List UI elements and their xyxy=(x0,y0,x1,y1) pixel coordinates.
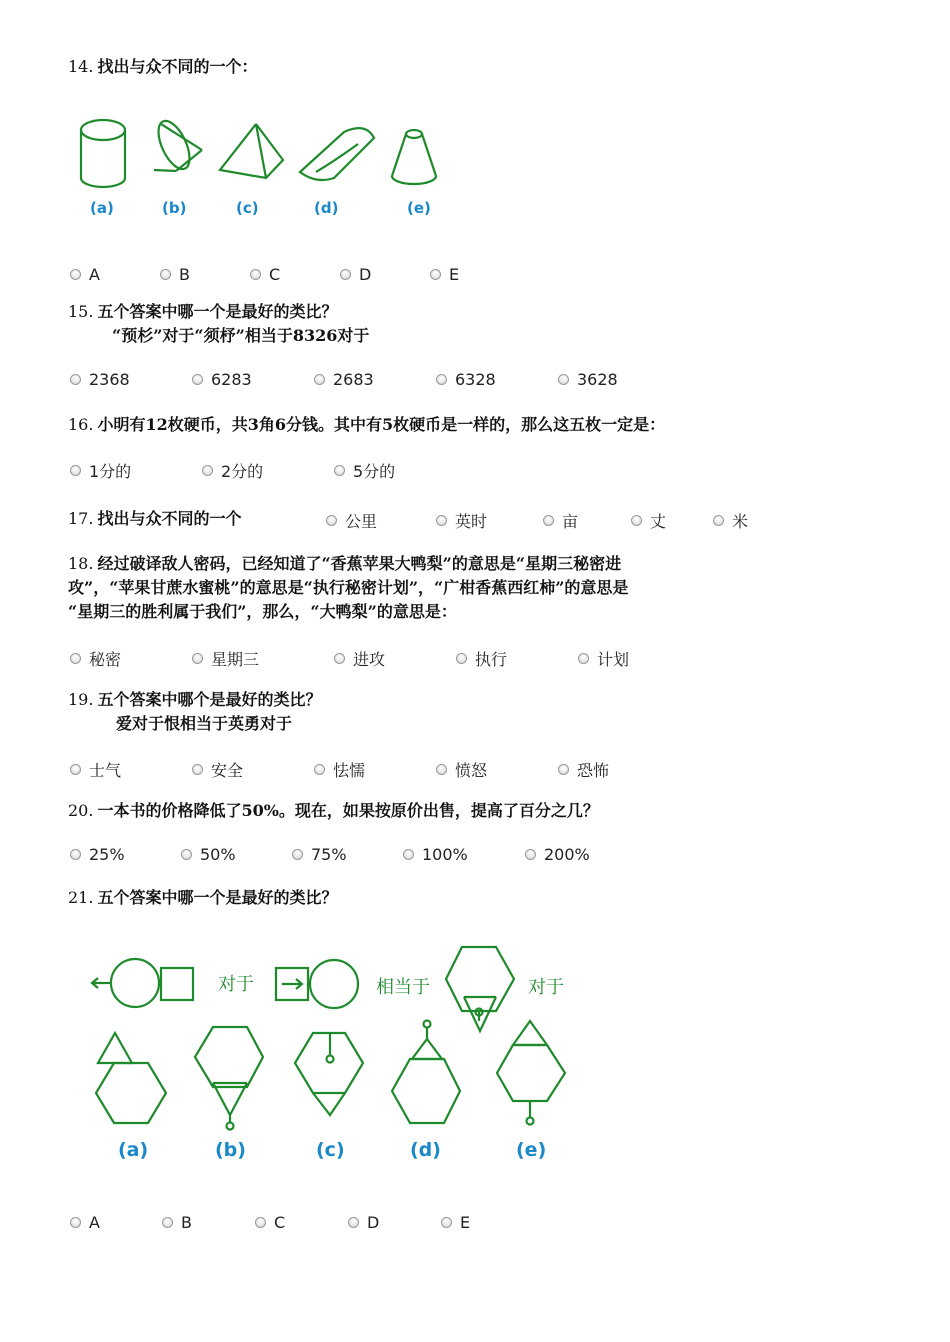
radio-button[interactable] xyxy=(70,465,81,476)
question-number: 17. xyxy=(68,509,94,528)
answer-shape-c xyxy=(295,1033,363,1115)
option-xingqisan[interactable]: 星期三 xyxy=(192,647,334,670)
radio-button[interactable] xyxy=(192,653,203,664)
question-text: 小明有12枚硬币，共3角6分钱。其中有5枚硬币是一样的，那么这五枚一定是： xyxy=(97,415,666,434)
question-text-line2: “预杉”对于“须杼”相当于8326对于 xyxy=(112,326,370,345)
option-1fen[interactable]: 1分的 xyxy=(70,459,202,482)
radio-button[interactable] xyxy=(70,374,81,385)
option-100[interactable]: 100% xyxy=(403,845,525,864)
analogy-shape-1 xyxy=(92,959,193,1007)
option-e[interactable]: E xyxy=(441,1213,501,1232)
q17-options xyxy=(326,509,773,532)
radio-button[interactable] xyxy=(255,1217,266,1228)
question-text: 五个答案中哪一个是最好的类比？ xyxy=(97,302,338,321)
cone-shape xyxy=(152,116,202,173)
question-19 xyxy=(68,688,321,736)
radio-button[interactable] xyxy=(348,1217,359,1228)
option-25[interactable]: 25% xyxy=(70,845,181,864)
question-text: 五个答案中哪一个是最好的类比？ xyxy=(97,888,338,907)
question-text-line3: “星期三的胜利属于我们”，那么，“大鸭梨”的意思是： xyxy=(68,602,457,621)
radio-button[interactable] xyxy=(436,515,447,526)
figure-label-b: (b) xyxy=(215,1139,246,1161)
figure-label-e: (e) xyxy=(516,1139,547,1161)
option-jingong[interactable]: 进攻 xyxy=(334,647,456,670)
option-b[interactable]: B xyxy=(162,1213,255,1232)
option-5fen[interactable]: 5分的 xyxy=(334,459,466,482)
figure-label-b: (b) xyxy=(162,199,187,217)
figure-label-a: (a) xyxy=(118,1139,149,1161)
q16-options xyxy=(70,459,466,482)
question-text-line2: 爱对于恨相当于英勇对于 xyxy=(116,714,293,733)
question-number: 18. xyxy=(68,554,94,573)
option-shiqi[interactable]: 士气 xyxy=(70,758,192,781)
option-zhixing[interactable]: 执行 xyxy=(456,647,578,670)
option-yingshi[interactable]: 英时 xyxy=(436,509,543,532)
option-b[interactable]: B xyxy=(160,265,250,284)
option-200[interactable]: 200% xyxy=(525,845,615,864)
option-6328[interactable]: 6328 xyxy=(436,370,558,389)
radio-button[interactable] xyxy=(181,849,192,860)
option-mimi[interactable]: 秘密 xyxy=(70,647,192,670)
radio-button[interactable] xyxy=(334,653,345,664)
radio-button[interactable] xyxy=(192,374,203,385)
word-xiangdangyu: 相当于 xyxy=(376,977,430,998)
question-21 xyxy=(68,886,337,910)
option-2683[interactable]: 2683 xyxy=(314,370,436,389)
radio-button[interactable] xyxy=(70,764,81,775)
radio-button[interactable] xyxy=(525,849,536,860)
question-14 xyxy=(68,55,257,79)
q21-figure xyxy=(80,935,590,1175)
q15-options xyxy=(70,370,680,389)
q20-options xyxy=(70,845,615,864)
q14-figure xyxy=(66,100,456,240)
radio-button[interactable] xyxy=(70,849,81,860)
radio-button[interactable] xyxy=(70,1217,81,1228)
pyramid-shape xyxy=(220,124,283,178)
option-anquan[interactable]: 安全 xyxy=(192,758,314,781)
radio-button[interactable] xyxy=(558,374,569,385)
q21-options xyxy=(70,1213,501,1232)
question-text: 一本书的价格降低了50%。现在，如果按原价出售，提高了百分之几？ xyxy=(97,801,599,820)
radio-button[interactable] xyxy=(403,849,414,860)
option-d[interactable]: D xyxy=(348,1213,441,1232)
answer-shape-e xyxy=(497,1021,565,1125)
figure-label-d: (d) xyxy=(314,199,339,217)
question-text: 五个答案中哪个是最好的类比？ xyxy=(97,690,322,709)
option-50[interactable]: 50% xyxy=(181,845,292,864)
question-number: 19. xyxy=(68,690,94,709)
option-6283[interactable]: 6283 xyxy=(192,370,314,389)
answer-shape-a xyxy=(96,1033,166,1123)
q18-options xyxy=(70,647,668,670)
word-duiyu-1: 对于 xyxy=(218,974,254,995)
answer-shape-d xyxy=(392,1021,460,1124)
figure-label-e: (e) xyxy=(407,199,431,217)
radio-button[interactable] xyxy=(631,515,642,526)
question-18 xyxy=(68,552,908,624)
q14-options xyxy=(70,265,520,284)
option-75[interactable]: 75% xyxy=(292,845,403,864)
radio-button[interactable] xyxy=(456,653,467,664)
option-gongli[interactable]: 公里 xyxy=(326,509,436,532)
radio-button[interactable] xyxy=(543,515,554,526)
option-qienuo[interactable]: 怯懦 xyxy=(314,758,436,781)
question-number: 21. xyxy=(68,888,94,907)
radio-button[interactable] xyxy=(578,653,589,664)
radio-button[interactable] xyxy=(334,465,345,476)
radio-button[interactable] xyxy=(430,269,441,280)
radio-button[interactable] xyxy=(314,764,325,775)
figure-label-d: (d) xyxy=(410,1139,441,1161)
question-16 xyxy=(68,413,665,437)
analogy-shape-3 xyxy=(446,947,514,1031)
option-a[interactable]: A xyxy=(70,1213,162,1232)
question-number: 15. xyxy=(68,302,94,321)
option-a[interactable]: A xyxy=(70,265,160,284)
question-20 xyxy=(68,799,599,823)
option-kongbu[interactable]: 恐怖 xyxy=(558,758,648,781)
question-text-line2: 攻”，“苹果甘蔗水蜜桃”的意思是“执行秘密计划”，“广柑香蕉西红柿”的意思是 xyxy=(68,578,629,597)
option-zhang[interactable]: 丈 xyxy=(631,509,713,532)
radio-button[interactable] xyxy=(436,764,447,775)
radio-button[interactable] xyxy=(436,374,447,385)
question-15 xyxy=(68,300,369,348)
radio-button[interactable] xyxy=(340,269,351,280)
radio-button[interactable] xyxy=(713,515,724,526)
radio-button[interactable] xyxy=(441,1217,452,1228)
question-number: 14. xyxy=(68,57,94,76)
analogy-shape-2 xyxy=(276,960,358,1008)
option-mi[interactable]: 米 xyxy=(713,509,773,532)
answer-shape-b xyxy=(195,1027,263,1130)
option-c[interactable]: C xyxy=(255,1213,348,1232)
figure-label-c: (c) xyxy=(316,1139,345,1161)
radio-button[interactable] xyxy=(192,764,203,775)
q19-options xyxy=(70,758,648,781)
figure-label-c: (c) xyxy=(236,199,259,217)
cylinder-shape xyxy=(81,120,125,187)
word-duiyu-2: 对于 xyxy=(528,977,564,998)
half-cylinder-shape xyxy=(300,128,374,180)
option-d[interactable]: D xyxy=(340,265,430,284)
question-text: 找出与众不同的一个： xyxy=(97,57,258,76)
radio-button[interactable] xyxy=(292,849,303,860)
question-text-line1: 经过破译敌人密码，已经知道了“香蕉苹果大鸭梨”的意思是“星期三秘密进 xyxy=(97,554,622,573)
option-mu[interactable]: 亩 xyxy=(543,509,631,532)
radio-button[interactable] xyxy=(70,653,81,664)
option-fennu[interactable]: 愤怒 xyxy=(436,758,558,781)
question-number: 16. xyxy=(68,415,94,434)
radio-button[interactable] xyxy=(326,515,337,526)
figure-label-a: (a) xyxy=(90,199,114,217)
option-2368[interactable]: 2368 xyxy=(70,370,192,389)
radio-button[interactable] xyxy=(250,269,261,280)
question-17 xyxy=(68,507,241,531)
option-e[interactable]: E xyxy=(430,265,520,284)
question-number: 20. xyxy=(68,801,94,820)
option-c[interactable]: C xyxy=(250,265,340,284)
truncated-cone-shape xyxy=(392,130,436,184)
radio-button[interactable] xyxy=(558,764,569,775)
radio-button[interactable] xyxy=(70,269,81,280)
radio-button[interactable] xyxy=(314,374,325,385)
option-3628[interactable]: 3628 xyxy=(558,370,680,389)
radio-button[interactable] xyxy=(162,1217,173,1228)
radio-button[interactable] xyxy=(160,269,171,280)
option-jihua[interactable]: 计划 xyxy=(578,647,668,670)
question-text: 找出与众不同的一个 xyxy=(97,509,242,528)
radio-button[interactable] xyxy=(202,465,213,476)
option-2fen[interactable]: 2分的 xyxy=(202,459,334,482)
